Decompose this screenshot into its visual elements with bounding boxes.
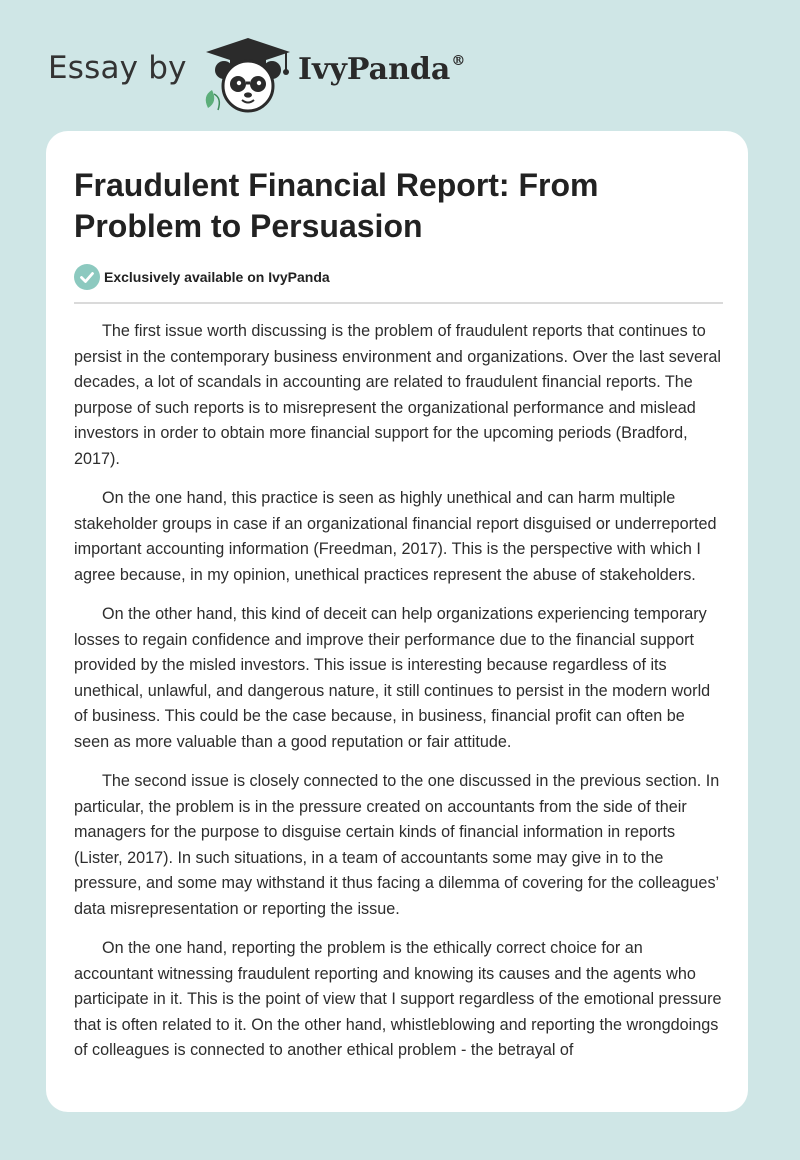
registered-mark: ®	[451, 53, 466, 69]
paragraph: On the other hand, this kind of deceit can help organizations experiencing temporary losses to regain confidence and improve their performance due to the financial support provided by the misled investors. This issue is interesting because regardless of its unethical, unlawful, and dangerous nature, it still continues to persist in the modern world of business. This could be the case because, in business, financial profit can often be seen as more valuable than a good reputation or fair attitude.	[74, 605, 711, 751]
paragraph: On the one hand, reporting the problem is the ethically correct choice for an accountant witnessing fraudulent reporting and knowing its causes and the agents who participate in it. This is the point of view that I support regardless of the emotional pressure that is often related to it. On the other hand, whistleblowing and reporting the wrongdoings of colleagues is connected to another ethical problem - the betrayal of	[74, 939, 722, 1059]
check-circle-icon	[74, 264, 100, 290]
exclusive-badge	[74, 264, 714, 290]
exclusive-badge-label: Exclusively available on IvyPanda	[104, 269, 330, 285]
essay-by-label: Essay by	[48, 50, 187, 86]
panda-graduate-logo-icon	[200, 34, 296, 114]
site-header	[48, 30, 508, 110]
essay-body	[74, 319, 724, 1112]
paragraph: The first issue worth discussing is the problem of fraudulent reports that continues to persist in the contemporary business environment and organizations. Over the last several decades, a lot of scandals in accounting are related to fraudulent financial reports. The purpose of such reports is to misrepresent the organizational performance and mislead investors in order to obtain more financial support for the upcoming periods (Bradford, 2017).	[74, 322, 721, 468]
essay-card	[46, 131, 748, 1112]
brand-name: IvyPanda®	[298, 52, 466, 87]
paragraph: On the one hand, this practice is seen as highly unethical and can harm multiple stakeholder groups in case if an organizational financial report disguised or underreported important accounting information (Freedman, 2017). This is the perspective with which I agree because, in my opinion, unethical practices represent the abuse of stakeholders.	[74, 489, 717, 584]
essay-title: Fraudulent Financial Report: From Problem to Persuasion	[74, 167, 599, 244]
paragraph: The second issue is closely connected to the one discussed in the previous section. In particular, the problem is in the pressure created on accountants from the side of their managers for the purpose to disguise certain kinds of financial information in reports (Lister, 2017). In such situations, in a team of accountants some may give in to the pressure, and some may withstand it thus facing a dilemma of covering for the colleagues’ data misrepresentation or reporting the issue.	[74, 772, 720, 918]
title-divider	[74, 302, 723, 304]
